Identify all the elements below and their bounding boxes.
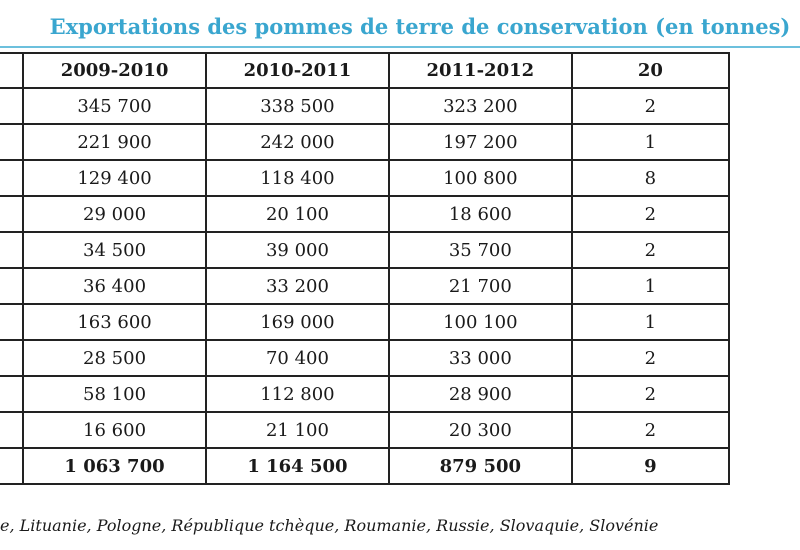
table-cell: 35 700 bbox=[389, 232, 572, 268]
table-cell: 2 bbox=[572, 196, 729, 232]
table-cell: 39 000 bbox=[206, 232, 389, 268]
table-cell: 8 bbox=[572, 160, 729, 196]
title-divider bbox=[0, 46, 800, 48]
table-cell: 197 200 bbox=[389, 124, 572, 160]
table-cell: 21 100 bbox=[206, 412, 389, 448]
table-cell: 16 600 bbox=[23, 412, 206, 448]
table-cell: 21 700 bbox=[389, 268, 572, 304]
table-cell: 2 bbox=[572, 232, 729, 268]
exports-table bbox=[0, 52, 730, 485]
table-cell: 33 200 bbox=[206, 268, 389, 304]
header-2009-2010: 2009-2010 bbox=[23, 53, 206, 88]
row-label bbox=[0, 376, 23, 412]
table-cell: 28 500 bbox=[23, 340, 206, 376]
total-row bbox=[0, 448, 729, 484]
table-row bbox=[0, 304, 729, 340]
table-cell: 58 100 bbox=[23, 376, 206, 412]
table-cell: 221 900 bbox=[23, 124, 206, 160]
table-cell: 242 000 bbox=[206, 124, 389, 160]
row-label bbox=[0, 160, 23, 196]
row-label bbox=[0, 88, 23, 124]
table-cell: 345 700 bbox=[23, 88, 206, 124]
total-cell: 1 164 500 bbox=[206, 448, 389, 484]
table-cell: 18 600 bbox=[389, 196, 572, 232]
table-row bbox=[0, 376, 729, 412]
table-row bbox=[0, 124, 729, 160]
table-cell: 34 500 bbox=[23, 232, 206, 268]
table-cell: 100 800 bbox=[389, 160, 572, 196]
table-cell: 1 bbox=[572, 304, 729, 340]
table-cell: 1 bbox=[572, 268, 729, 304]
table-cell: 2 bbox=[572, 412, 729, 448]
table-cell: 163 600 bbox=[23, 304, 206, 340]
table-cell: 129 400 bbox=[23, 160, 206, 196]
table-cell: 29 000 bbox=[23, 196, 206, 232]
row-label bbox=[0, 412, 23, 448]
header-row bbox=[0, 53, 729, 88]
table-row bbox=[0, 160, 729, 196]
row-label bbox=[0, 196, 23, 232]
table-cell: 2 bbox=[572, 340, 729, 376]
row-label bbox=[0, 268, 23, 304]
footnote: e, Lituanie, Pologne, République tchèque, Roumanie, Russie, Slovaquie, Slovénie bbox=[0, 516, 659, 535]
table-cell: 70 400 bbox=[206, 340, 389, 376]
table-cell: 338 500 bbox=[206, 88, 389, 124]
header-next-season: 20 bbox=[572, 53, 729, 88]
table-row bbox=[0, 340, 729, 376]
row-label bbox=[0, 304, 23, 340]
total-cell: 1 063 700 bbox=[23, 448, 206, 484]
table-title: Exportations des pommes de terre de conservation (en tonnes) bbox=[49, 14, 791, 39]
table-cell: 2 bbox=[572, 88, 729, 124]
table-row bbox=[0, 412, 729, 448]
table-cell: 118 400 bbox=[206, 160, 389, 196]
total-label bbox=[0, 448, 23, 484]
total-cell: 9 bbox=[572, 448, 729, 484]
row-label bbox=[0, 232, 23, 268]
table-cell: 323 200 bbox=[389, 88, 572, 124]
table-cell: 36 400 bbox=[23, 268, 206, 304]
table-cell: 2 bbox=[572, 376, 729, 412]
total-cell: 879 500 bbox=[389, 448, 572, 484]
table-cell: 112 800 bbox=[206, 376, 389, 412]
table-cell: 28 900 bbox=[389, 376, 572, 412]
table-cell: 20 100 bbox=[206, 196, 389, 232]
table-cell: 169 000 bbox=[206, 304, 389, 340]
table-row bbox=[0, 268, 729, 304]
table-cell: 1 bbox=[572, 124, 729, 160]
table-cell: 20 300 bbox=[389, 412, 572, 448]
table-row bbox=[0, 232, 729, 268]
header-label-cell bbox=[0, 53, 23, 88]
table-row bbox=[0, 196, 729, 232]
row-label bbox=[0, 340, 23, 376]
table-row bbox=[0, 88, 729, 124]
table-cell: 100 100 bbox=[389, 304, 572, 340]
header-2011-2012: 2011-2012 bbox=[389, 53, 572, 88]
row-label bbox=[0, 124, 23, 160]
table-cell: 33 000 bbox=[389, 340, 572, 376]
header-2010-2011: 2010-2011 bbox=[206, 53, 389, 88]
